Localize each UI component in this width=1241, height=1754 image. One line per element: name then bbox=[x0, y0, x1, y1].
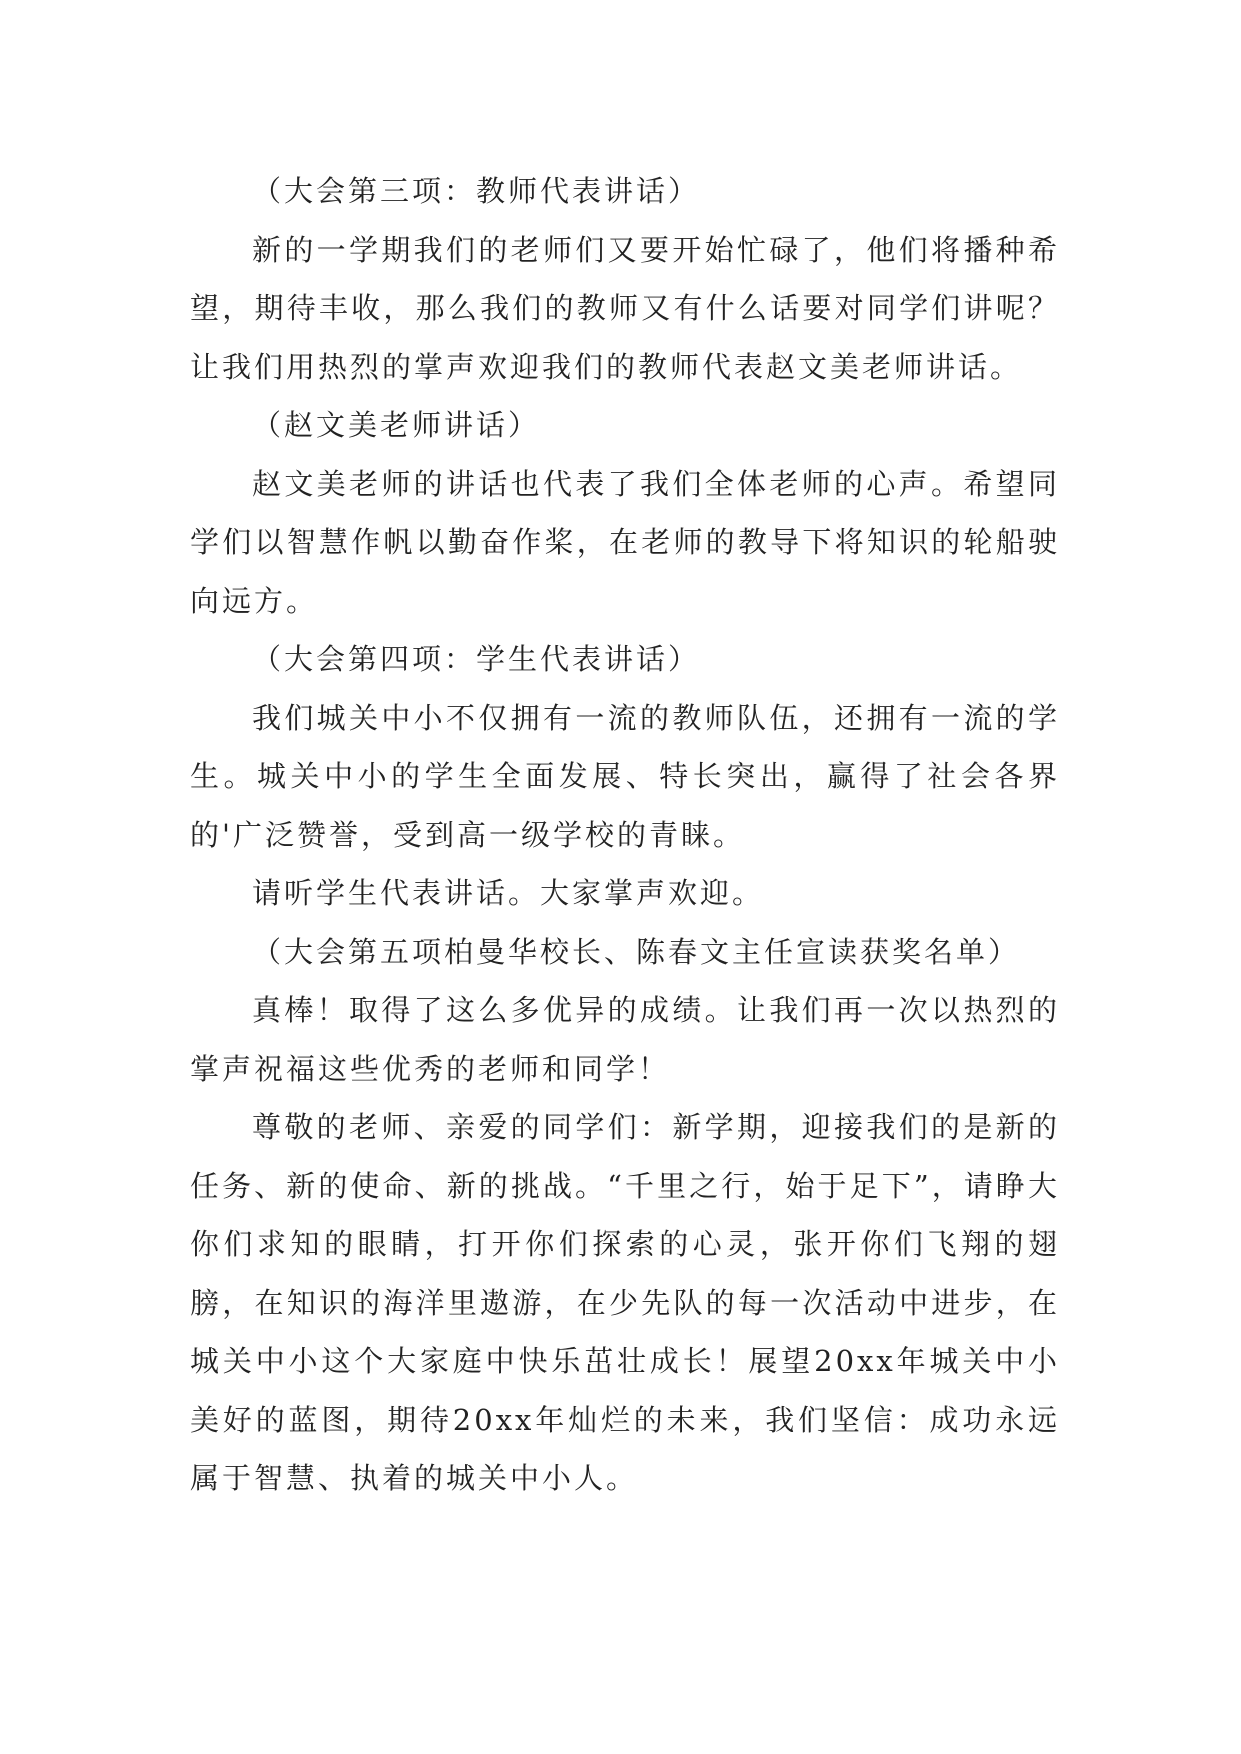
agenda-item-teacher-speech: （大会第三项：教师代表讲话） bbox=[252, 174, 701, 208]
body-paragraph: 真棒！取得了这么多优异的成绩。让我们再一次以热烈的掌声祝福这些优秀的老师和同学！ bbox=[190, 993, 1060, 1086]
agenda-item-award-list: （大会第五项柏曼华校长、陈春文主任宣读获奖名单） bbox=[252, 934, 1021, 969]
body-paragraph: 新的一学期我们的老师们又要开始忙碌了，他们将播种希望，期待丰收，那么我们的教师又有什么话要对同学们讲呢？让我们用热烈的掌声欢迎我们的教师代表赵文美老师讲话。 bbox=[190, 232, 1060, 384]
body-paragraph: 请听学生代表讲话。大家掌声欢迎。 bbox=[252, 876, 765, 910]
body-paragraph: 我们城关中小不仅拥有一流的教师队伍，还拥有一流的学生。城关中小的学生全面发展、特长突出，赢得了社会各界的'广泛赞誉，受到高一级学校的青睐。 bbox=[190, 700, 1060, 852]
body-paragraph: 赵文美老师的讲话也代表了我们全体老师的心声。希望同学们以智慧作帆以勤奋作桨，在老师的教导下将知识的轮船驶向远方。 bbox=[190, 466, 1060, 618]
agenda-item-student-speech: （大会第四项：学生代表讲话） bbox=[252, 642, 701, 676]
agenda-note-teacher-speaking: （赵文美老师讲话） bbox=[252, 408, 541, 442]
closing-paragraph: 尊敬的老师、亲爱的同学们：新学期，迎接我们的是新的任务、新的使命、新的挑战。“千里之行，始于足下”，请睁大你们求知的眼睛，打开你们探索的心灵，张开你们飞翔的翅膀，在知识的海洋里遨游，在少先队的每一次活动中进步，在城关中小这个大家庭中快乐茁壮成长！展望20xx年城关中小美好的蓝图，期待20xx年灿烂的未来，我们坚信：成功永远属于智慧、执着的城关中小人。 bbox=[190, 1110, 1060, 1495]
document-body bbox=[190, 162, 1060, 1508]
